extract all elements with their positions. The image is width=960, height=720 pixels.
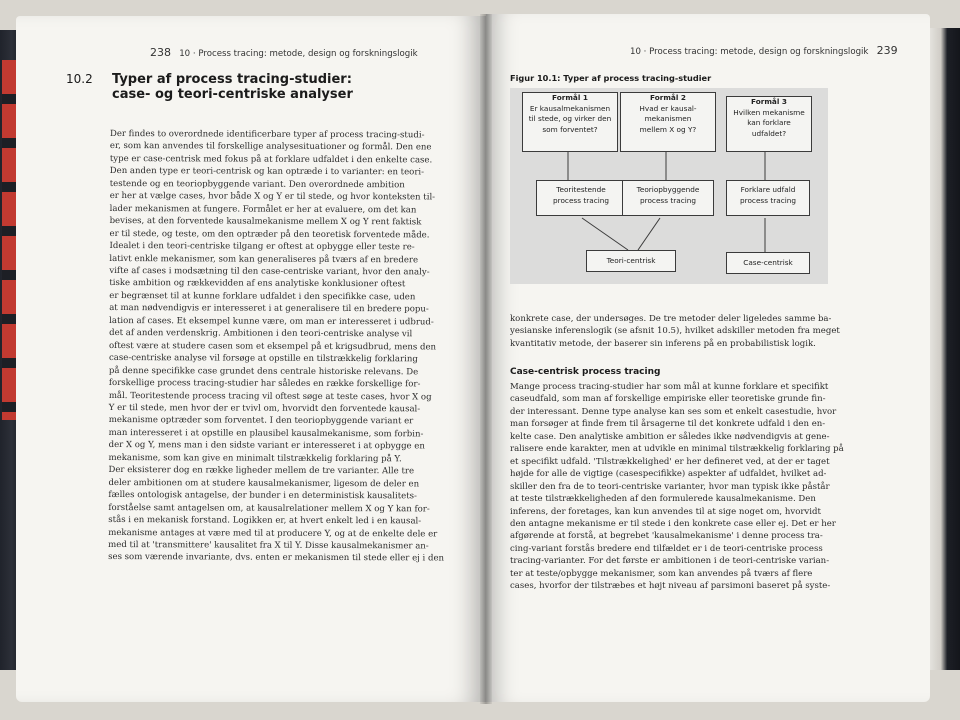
text-line: inferens, der foretages, kan kun anvendes til at sige noget om, hvorvidt <box>510 506 821 517</box>
right-body-text-top <box>510 313 840 350</box>
text-line: man forsøger at finde frem til årsagerne til det konkrete udfald i den en- <box>510 419 826 430</box>
text-line: ter at teste/opbygge mekanismer, som kan anvendes på tværs af flere <box>510 568 813 579</box>
text-line: det af anden verdenskrig. Ambitionen i den teori-centriske analyse vil <box>109 328 413 340</box>
outcome-box-theory <box>586 250 676 272</box>
connector-line <box>582 218 628 250</box>
text-line: fælles ontologisk antagelse, der bunder i en deterministisk kausalitets- <box>108 490 417 502</box>
text-line: der X og Y, mens man i den sidste variant er interesseret i at opbygge en <box>108 440 425 452</box>
right-body-text-bottom <box>510 381 844 593</box>
text-line: deler ambitionen om at studere kausalmekanismer, ligesom de deler en <box>108 477 420 490</box>
left-running-head <box>150 46 418 59</box>
text-line: mekanisme antages at være med til at producere Y, og at de enkelte dele er <box>108 527 438 539</box>
method-line: process tracing <box>553 195 609 205</box>
connector-line <box>638 218 660 250</box>
text-line: at teste tilstrækkeligheden af den formulerede kausalmekanisme. Den <box>510 494 816 505</box>
text-line: mål. Teoritestende process tracing vil oftest søge at teste cases, hvor X og <box>108 390 432 402</box>
text-line: bevises, at den forventede kausalmekanisme mellem X og Y rent faktisk <box>109 216 422 228</box>
text-line: cing-variant forstås bredere end tilfældet er i de teori-centriske process <box>510 543 823 554</box>
section-title-line: case- og teori-centriske analyser <box>112 87 353 102</box>
text-line: forskellige process tracing-studier har således en række forskellige for- <box>108 378 421 390</box>
book-cover-right-edge <box>928 28 960 670</box>
text-line: lation af cases. Et eksempel kunne være, om man er interesseret i udbrud- <box>109 315 434 328</box>
formaal-title: Formål 1 <box>552 93 588 102</box>
text-line: kelte case. Den analytiske ambition er således ikke nødvendigvis at gene- <box>510 431 830 442</box>
text-line: Y er til stede, men hvor der er tvivl om, hvorvidt den forventede kausal- <box>108 402 421 415</box>
text-line: højde for alle de vigtige (casespecifikke) aspekter af udfaldet, hvilket ad- <box>510 469 827 480</box>
text-line: forståelse samt antagelsen om, at kausalrelationer mellem X og Y kan for- <box>108 502 430 514</box>
text-line: er til stede, og teste, om den optræder på den teoretisk forventede måde. <box>109 228 430 241</box>
text-line: caseudfald, som man af forskellige empiriske eller teoretiske grunde fin- <box>510 394 826 405</box>
formaal-line: Hvilken mekanisme <box>733 107 805 117</box>
formaal-line: som forventet? <box>542 124 598 134</box>
right-page-number: 239 <box>876 44 898 57</box>
text-line: på denne specifikke case grundet dens centrale historiske relevans. De <box>108 365 419 377</box>
formaal-box-3 <box>726 96 812 152</box>
text-line: Der eksisterer dog en række ligheder mellem de tre varianter. Alle tre <box>108 465 415 477</box>
section-title-line: Typer af process tracing-studier: <box>112 72 352 87</box>
section-title <box>112 72 452 102</box>
text-line: mekanisme, som kan give en minimalt tilstrækkelig forklaring på Y. <box>108 452 402 465</box>
method-line: process tracing <box>740 195 796 205</box>
book-spine-stripes <box>2 60 16 420</box>
book-gutter <box>480 14 492 704</box>
section-number: 10.2 <box>66 72 93 86</box>
outcome-label: Teori-centrisk <box>606 256 656 265</box>
figure-diagram <box>510 88 828 284</box>
text-line: tiske ambition og rækkevidden af ens analytiske konklusioner oftest <box>109 278 406 290</box>
left-body-text <box>108 128 455 565</box>
left-running-head-text: 10 · Process tracing: metode, design og forskningslogik <box>179 49 418 59</box>
formaal-line: Hvad er kausal- <box>639 103 697 113</box>
formaal-title: Formål 3 <box>751 97 787 106</box>
formaal-box-2 <box>620 92 716 152</box>
method-line: process tracing <box>640 195 696 205</box>
text-line: oftest være at studere casen som et eksempel på et krigsudbrud, mens den <box>109 340 437 353</box>
text-line: med til at 'transmittere' kausalitet fra X til Y. Disse kausalmekanismer an- <box>108 539 429 552</box>
text-line: Der findes to overordnede identificerbare typer af process tracing-studi- <box>109 128 425 141</box>
text-line: afgørende at forstå, at begrebet 'kausalmekanisme' i denne process tra- <box>510 531 823 542</box>
text-line: lativt enkle mekanismer, som kan generaliseres på tværs af en bredere <box>109 253 419 265</box>
text-line: stås i en mekanisk forstand. Logikken er, at hvert enkelt led i en kausal- <box>108 515 422 527</box>
text-line: Idealet i den teori-centriske tilgang er oftest at opbygge eller teste re- <box>109 241 415 253</box>
text-line: et specifikt udfald. 'Tilstrækkelighed' er her defineret ved, at der er taget <box>510 456 830 467</box>
outcome-box-case <box>726 252 810 274</box>
text-line: vifte af cases i modsætning til den case-centriske variant, hvor den analy- <box>109 265 430 278</box>
formaal-line: mellem X og Y? <box>639 124 697 134</box>
text-line: skiller den fra de to teori-centriske varianter, hvor man typisk ikke påstår <box>510 481 830 492</box>
method-box-1 <box>536 180 626 216</box>
left-page-number: 238 <box>150 46 171 59</box>
text-line: lader mekanismen at fungere. Formålet er her at evaluere, om det kan <box>109 203 417 216</box>
outcome-label: Case-centrisk <box>743 258 793 267</box>
text-line: tracing-varianter. For det første er ambitionen i de teori-centriske varian- <box>510 556 830 567</box>
text-line: at man nødvendigvis er interesseret i at generalisere til en bredere popu- <box>109 303 429 315</box>
formaal-title: Formål 2 <box>650 93 686 102</box>
figure-caption: Figur 10.1: Typer af process tracing-studier <box>510 73 712 83</box>
method-line: Forklare udfald <box>740 185 796 194</box>
method-box-3 <box>726 180 810 216</box>
text-line: er, som kan anvendes til forskellige analysesituationer og formål. Den ene <box>109 141 432 153</box>
text-line: yesianske inferenslogik (se afsnit 10.5), hvilket adskiller metoden fra meget <box>510 326 840 337</box>
method-line: Teoritestende <box>556 185 606 194</box>
formaal-line: kan forklare <box>747 118 791 128</box>
formaal-line: mekanismen <box>644 114 692 124</box>
text-line: der interessant. Denne type analyse kan ses som et enkelt casestudie, hvor <box>510 406 837 417</box>
text-line: Den anden type er teori-centrisk og kan optræde i to varianter: en teori- <box>109 166 425 178</box>
formaal-box-1 <box>522 92 618 152</box>
text-line: man interesseret i at opstille en plausibel kausalmekanisme, som forbin- <box>108 427 424 440</box>
text-line: cases, hvorfor der tilstræbes et højt niveau af parsimoni baseret på syste- <box>510 581 831 592</box>
text-line: konkrete case, der undersøges. De tre metoder deler ligeledes samme ba- <box>510 314 832 324</box>
text-line: type er case-centrisk med fokus på at forklare udfaldet i den enkelte case. <box>109 153 433 166</box>
right-running-head <box>630 44 898 57</box>
formaal-line: udfaldet? <box>751 128 787 138</box>
formaal-line: Er kausalmekanismen <box>529 103 611 113</box>
text-line: mekanisme optræder som forventet. I den teoriopbyggende variant er <box>108 415 414 427</box>
text-line: Mange process tracing-studier har som mål at kunne forklare et specifikt <box>510 382 829 392</box>
text-line: ses som værende invariante, dvs. enten er mekanismen til stede eller ej i den <box>108 552 445 564</box>
text-line: testende og en teoriopbyggende variant. Den overordnede ambition <box>109 178 405 191</box>
text-line: case-centriske analyse vil forsøge at opstille en tilstrækkelig forklaring <box>108 353 418 365</box>
method-box-2 <box>622 180 714 216</box>
text-line: er her at vælge cases, hvor både X og Y er til stede, og hvor konteksten til- <box>109 191 436 203</box>
method-line: Teoriopbyggende <box>636 185 700 194</box>
right-running-head-text: 10 · Process tracing: metode, design og forskningslogik <box>630 47 869 57</box>
text-line: kvantitativ metode, der baserer sin inferens på en probabilistisk logik. <box>510 338 816 349</box>
text-line: den antagne mekanisme er til stede i den konkrete case eller ej. Det er her <box>510 518 836 529</box>
text-line: ralisere ende karakter, men at udvikle en minimal tilstrækkelig forklaring på <box>510 444 844 455</box>
text-line: er begrænset til at kunne forklare udfaldet i den specifikke case, uden <box>109 290 416 303</box>
formaal-line: til stede, og virker den <box>528 114 612 124</box>
subheading: Case-centrisk process tracing <box>510 367 661 377</box>
